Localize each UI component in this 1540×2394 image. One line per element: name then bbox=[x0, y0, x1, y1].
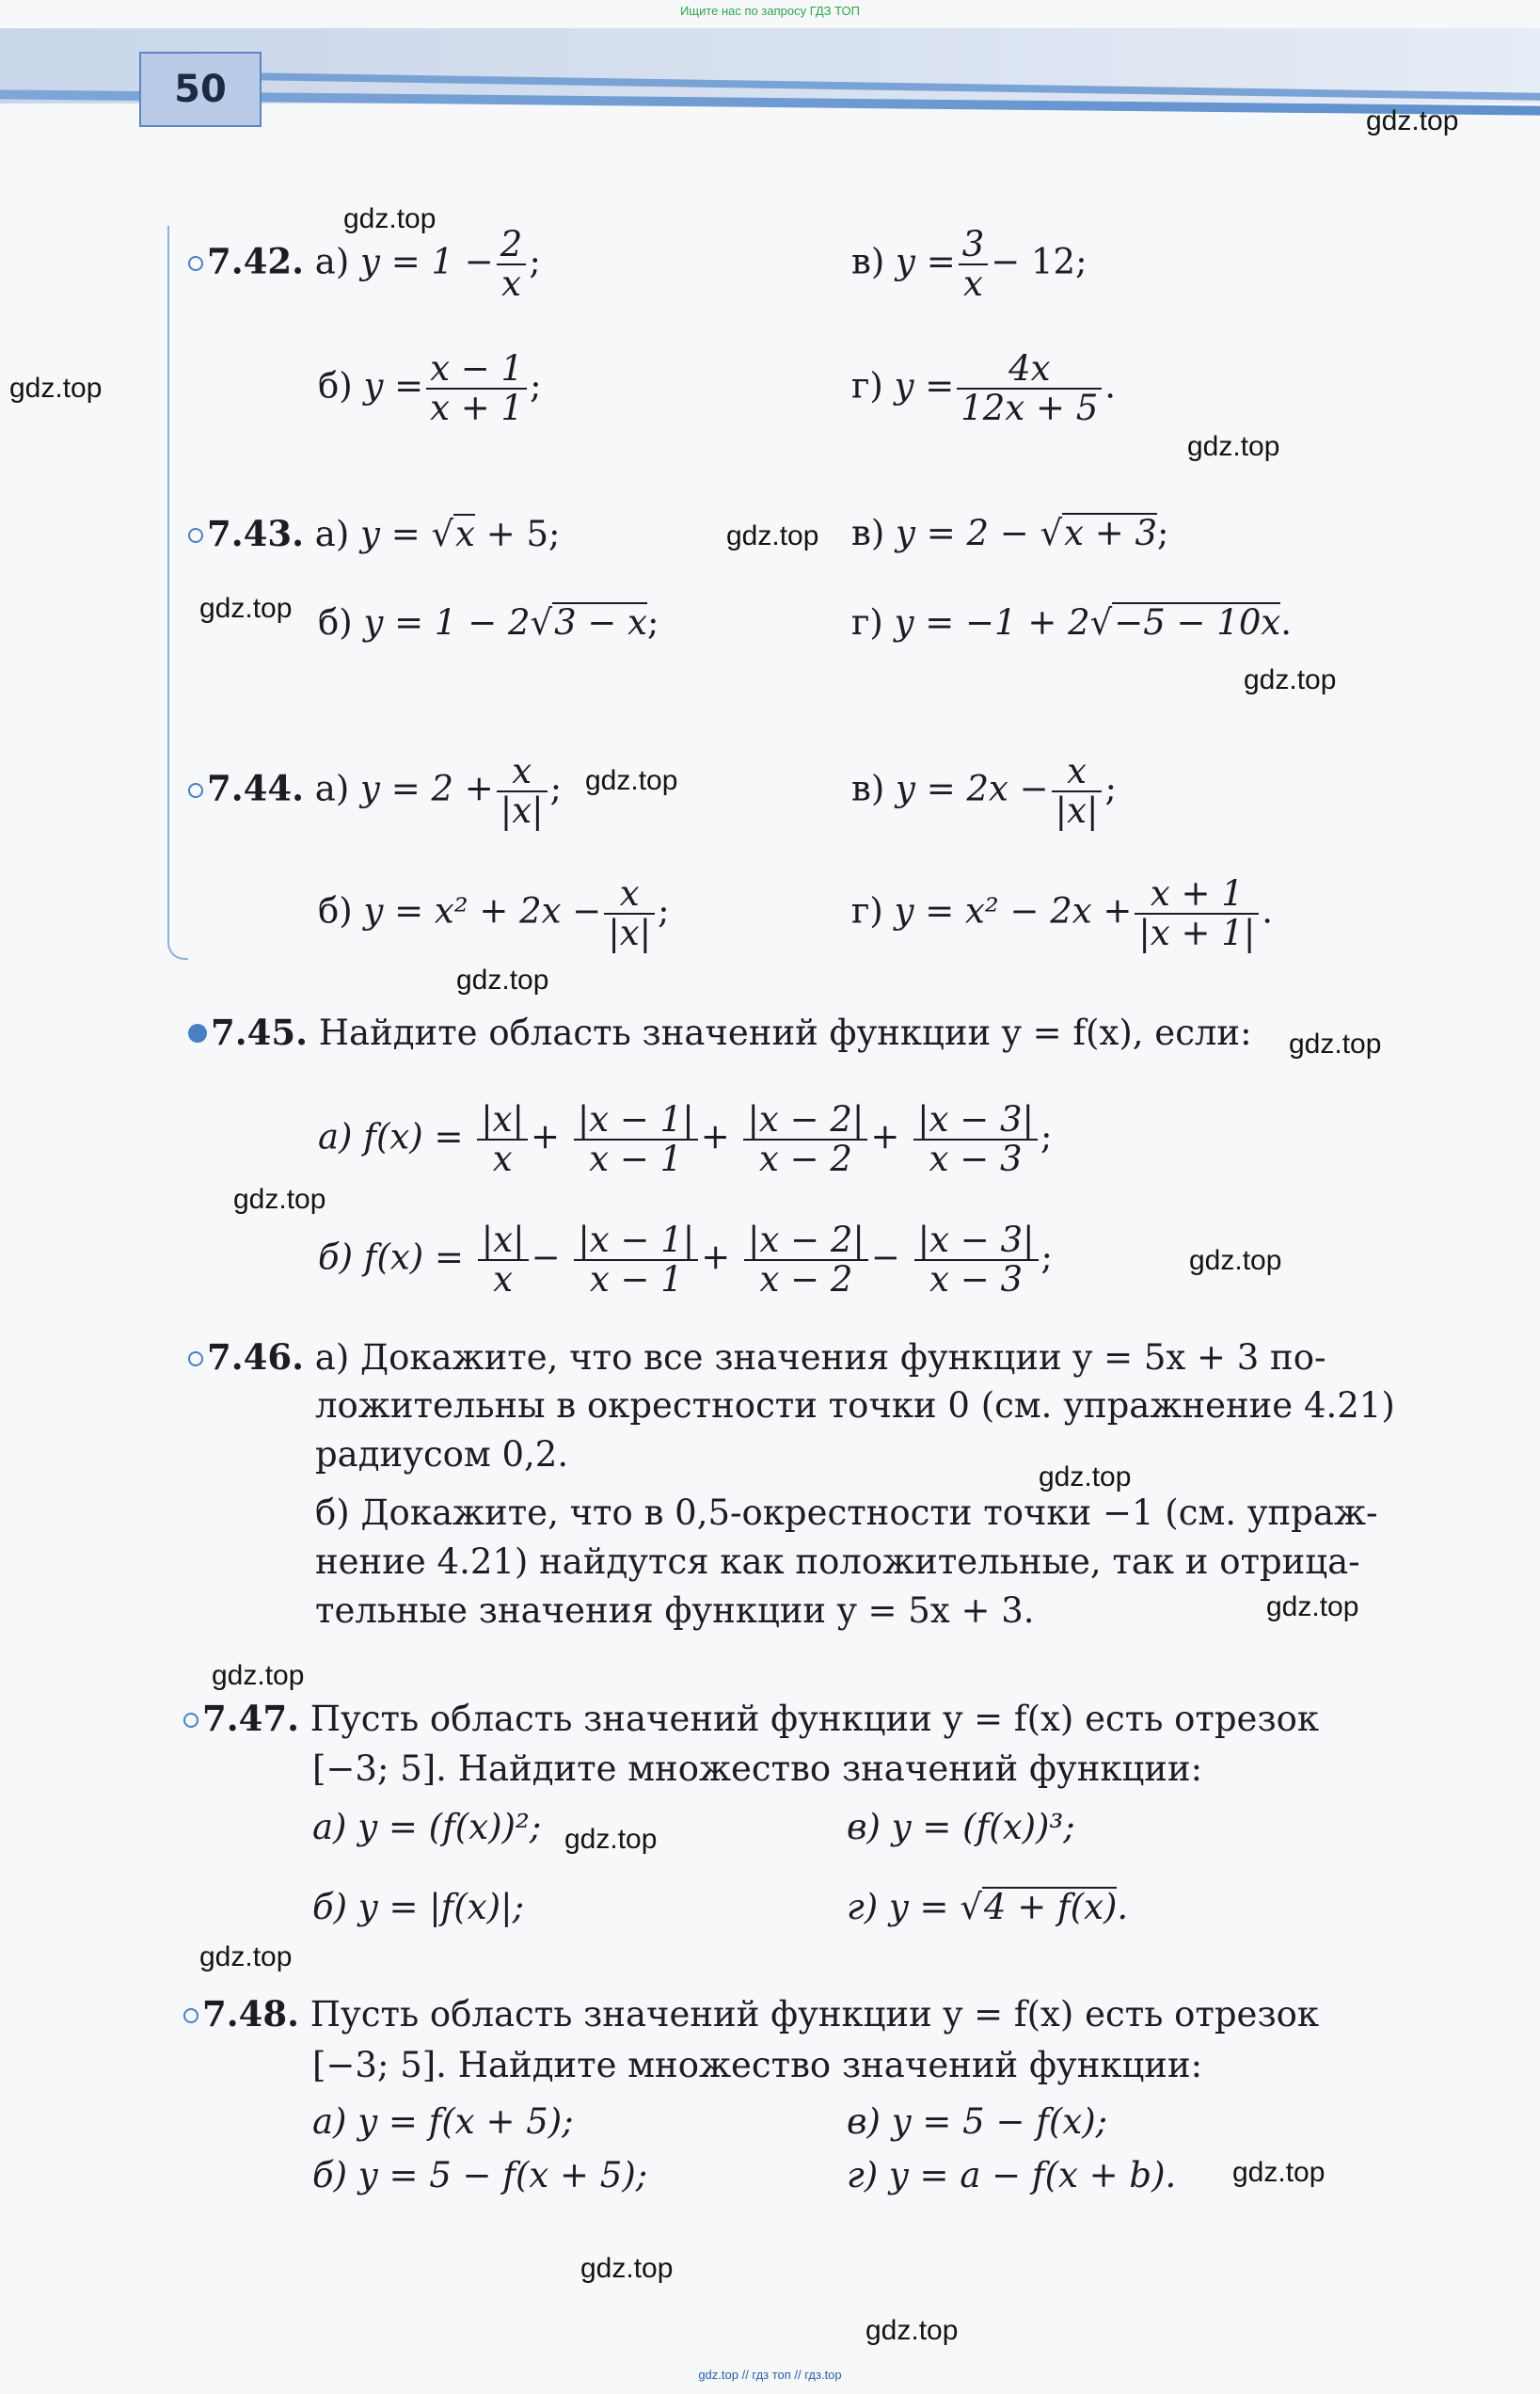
watermark: gdz.top bbox=[9, 373, 103, 404]
operator: ; bbox=[1040, 1237, 1053, 1278]
fraction bbox=[604, 875, 655, 952]
math-expr: y = bbox=[363, 365, 424, 407]
math-expr: + 5; bbox=[485, 514, 561, 554]
watermark: gdz.top bbox=[199, 1941, 293, 1972]
operator: − bbox=[870, 1237, 900, 1278]
exercise-7-48-head bbox=[183, 1993, 1319, 2035]
math-expr: ; bbox=[658, 890, 670, 932]
item-label: г) bbox=[851, 602, 883, 643]
radicand: x bbox=[455, 514, 475, 554]
item-label: б) bbox=[318, 602, 353, 643]
math-expr: y = bbox=[896, 241, 956, 282]
item-label: г) bbox=[851, 890, 883, 932]
fraction bbox=[1052, 753, 1103, 830]
exercise-text: Пусть область значений функции y = f(x) есть отрезок bbox=[310, 1994, 1320, 2035]
exercise-marker-icon bbox=[183, 1713, 198, 1728]
exercise-text: Найдите область значений функции y = f(x), если: bbox=[318, 1013, 1252, 1053]
watermark: gdz.top bbox=[1244, 664, 1337, 695]
math-expr: . bbox=[1262, 890, 1274, 932]
math-expr: ; bbox=[529, 241, 541, 282]
exercise-7-44-row1 bbox=[188, 753, 562, 830]
exercise-text: радиусом 0,2. bbox=[315, 1434, 569, 1475]
exercise-number: 7.44. bbox=[207, 767, 304, 809]
exercise-marker-icon bbox=[188, 783, 203, 798]
watermark: gdz.top bbox=[456, 965, 549, 996]
numerator: x bbox=[604, 875, 655, 915]
math-expr: y = 1 − bbox=[360, 241, 494, 282]
exercise-text: а) Докажите, что все значения функции y = 5x + 3 по- bbox=[314, 1337, 1326, 1378]
numerator: |x − 3| bbox=[914, 1221, 1039, 1261]
watermark: gdz.top bbox=[726, 520, 819, 551]
radicand: 4 + f(x) bbox=[983, 1887, 1118, 1927]
exercise-marker-icon bbox=[183, 2008, 198, 2023]
exercise-number: 7.48. bbox=[202, 1993, 299, 2035]
exercise-text: нение 4.21) найдутся как положительные, так и отрица- bbox=[315, 1541, 1360, 1582]
numerator: x bbox=[1052, 753, 1103, 792]
exercise-7-44-v bbox=[851, 753, 1117, 830]
watermark: gdz.top bbox=[1289, 1029, 1382, 1060]
item-label: г) bbox=[851, 365, 883, 407]
denominator: x − 1 bbox=[589, 1259, 683, 1300]
item-label: в) bbox=[851, 768, 885, 809]
exercise-number: 7.47. bbox=[202, 1698, 299, 1739]
top-note: Ищите нас по запросу ГДЗ ТОП bbox=[680, 4, 860, 18]
exercise-marker-icon bbox=[188, 1351, 203, 1366]
watermark: gdz.top bbox=[865, 2315, 959, 2346]
denominator: x bbox=[501, 263, 521, 304]
numerator: 2 bbox=[497, 226, 527, 265]
denominator: x bbox=[493, 1259, 514, 1300]
item-label: б) bbox=[318, 365, 353, 407]
item-label: г) y = bbox=[847, 1887, 949, 1927]
item-label: а) f(x) = bbox=[318, 1116, 464, 1157]
fraction bbox=[744, 1221, 868, 1299]
fraction bbox=[497, 753, 548, 830]
fraction bbox=[574, 1101, 698, 1178]
exercise-7-47-a: а) y = (f(x))²; bbox=[312, 1807, 542, 1847]
operator: + bbox=[700, 1116, 730, 1157]
exercise-7-48-v: в) y = 5 − f(x); bbox=[847, 2101, 1108, 2142]
watermark: gdz.top bbox=[585, 765, 678, 796]
denominator: x bbox=[963, 263, 983, 304]
watermark: gdz.top bbox=[1232, 2157, 1326, 2188]
exercise-text: [−3; 5]. Найдите множество значений функции: bbox=[312, 2045, 1203, 2085]
numerator: |x| bbox=[477, 1101, 528, 1141]
exercise-7-48-g: г) y = a − f(x + b). bbox=[847, 2155, 1177, 2195]
fraction bbox=[957, 350, 1102, 427]
math-expr: . bbox=[1104, 365, 1117, 407]
exercise-text: Пусть область значений функции y = f(x) есть отрезок bbox=[310, 1699, 1320, 1739]
exercise-7-47-v: в) y = (f(x))³; bbox=[847, 1807, 1075, 1847]
numerator: |x − 3| bbox=[913, 1101, 1038, 1141]
denominator: x − 3 bbox=[929, 1139, 1023, 1179]
section-bracket bbox=[167, 226, 188, 960]
exercise-7-47-g: г) y = √4 + f(x). bbox=[847, 1887, 1129, 1927]
exercise-7-47-b: б) y = |f(x)|; bbox=[312, 1887, 525, 1927]
exercise-7-47-head bbox=[183, 1698, 1319, 1740]
exercise-7-42-row1 bbox=[188, 226, 541, 303]
operator: − bbox=[531, 1237, 561, 1278]
math-expr: y = 2 + bbox=[360, 768, 494, 809]
fraction bbox=[1135, 875, 1259, 952]
operator: + bbox=[701, 1237, 731, 1278]
numerator: x − 1 bbox=[426, 350, 527, 390]
watermark: gdz.top bbox=[1189, 1245, 1282, 1276]
math-expr: y = x² − 2x + bbox=[894, 890, 1133, 932]
denominator: x − 2 bbox=[759, 1259, 853, 1300]
exercise-number: 7.42. bbox=[207, 240, 304, 282]
denominator: x − 1 bbox=[589, 1139, 683, 1179]
math-expr: y = −1 + 2 bbox=[894, 602, 1090, 643]
radicand: 3 − x bbox=[554, 602, 648, 643]
math-expr: y = 1 − 2 bbox=[363, 602, 531, 643]
math-expr: ; bbox=[1104, 768, 1117, 809]
exercise-7-45-a bbox=[318, 1101, 1052, 1178]
fraction bbox=[913, 1101, 1038, 1178]
operator: ; bbox=[1040, 1116, 1053, 1157]
denominator: |x| bbox=[608, 913, 652, 953]
fraction bbox=[478, 1221, 529, 1299]
exercise-7-44-g bbox=[851, 875, 1273, 952]
exercise-7-43-row1: 7.43. а) y = √x + 5; bbox=[188, 513, 560, 555]
exercise-7-45-b bbox=[318, 1221, 1053, 1299]
math-expr: . bbox=[1117, 1887, 1129, 1927]
exercise-7-44-b bbox=[318, 875, 670, 952]
denominator: x + 1 bbox=[430, 388, 524, 428]
exercise-7-45-title bbox=[188, 1012, 1252, 1054]
exercise-7-43-g: г) y = −1 + 2√−5 − 10x. bbox=[851, 602, 1292, 643]
fraction bbox=[477, 1101, 528, 1178]
item-label: в) bbox=[851, 241, 885, 282]
exercise-text: [−3; 5]. Найдите множество значений функции: bbox=[312, 1748, 1203, 1789]
fraction bbox=[914, 1221, 1039, 1299]
exercise-text: тельные значения функции y = 5x + 3. bbox=[315, 1590, 1035, 1631]
math-expr: y = bbox=[894, 365, 955, 407]
denominator: 12x + 5 bbox=[961, 388, 1099, 428]
exercise-7-42-v bbox=[851, 226, 1088, 303]
exercise-text: б) Докажите, что в 0,5-окрестности точки −1 (см. упраж- bbox=[315, 1492, 1378, 1533]
fraction bbox=[426, 350, 527, 427]
watermark: gdz.top bbox=[199, 593, 293, 624]
math-expr: y = 2x − bbox=[896, 768, 1049, 809]
radicand: −5 − 10x bbox=[1114, 602, 1281, 643]
exercise-7-46-head bbox=[188, 1336, 1326, 1379]
watermark: gdz.top bbox=[1266, 1591, 1359, 1622]
bottom-note: gdz.top // гдз топ // гдз.top bbox=[698, 2368, 842, 2382]
operator: + bbox=[870, 1116, 900, 1157]
denominator: |x + 1| bbox=[1138, 913, 1256, 953]
denominator: x − 2 bbox=[758, 1139, 852, 1179]
watermark: gdz.top bbox=[564, 1824, 658, 1855]
item-label: в) bbox=[851, 513, 885, 553]
exercise-7-43-v: в) y = 2 − √x + 3; bbox=[851, 513, 1169, 553]
math-expr: y = x² + 2x − bbox=[363, 890, 602, 932]
math-expr: ; bbox=[647, 602, 659, 643]
fraction bbox=[574, 1221, 698, 1299]
numerator: 4x bbox=[957, 350, 1102, 390]
numerator: |x| bbox=[478, 1221, 529, 1261]
exercise-number: 7.46. bbox=[207, 1336, 304, 1378]
item-label: б) f(x) = bbox=[318, 1237, 464, 1278]
numerator: |x − 1| bbox=[574, 1101, 698, 1141]
denominator: x bbox=[492, 1139, 513, 1179]
exercise-marker-filled-icon bbox=[188, 1024, 207, 1043]
denominator: |x| bbox=[500, 790, 544, 831]
denominator: x − 3 bbox=[929, 1259, 1024, 1300]
math-expr: ; bbox=[530, 365, 542, 407]
fraction bbox=[959, 226, 989, 303]
radicand: x + 3 bbox=[1064, 513, 1158, 553]
exercise-7-43-b: б) y = 1 − 2√3 − x; bbox=[318, 602, 659, 643]
exercise-number: 7.43. bbox=[207, 513, 304, 554]
watermark: gdz.top bbox=[233, 1184, 326, 1215]
item-label: а) bbox=[314, 241, 350, 282]
watermark: gdz.top bbox=[1366, 105, 1459, 136]
watermark: gdz.top bbox=[1187, 431, 1280, 462]
page-number: 50 bbox=[139, 52, 262, 127]
exercise-marker-icon bbox=[188, 256, 203, 271]
exercise-7-42-b bbox=[318, 350, 542, 427]
exercise-7-42-g bbox=[851, 350, 1116, 427]
numerator: |x − 1| bbox=[574, 1221, 698, 1261]
math-expr: y = 2 − bbox=[896, 513, 1029, 553]
exercise-text: ложительны в окрестности точки 0 (см. упражнение 4.21) bbox=[315, 1385, 1395, 1426]
fraction bbox=[743, 1101, 867, 1178]
item-label: а) bbox=[314, 514, 350, 554]
watermark: gdz.top bbox=[343, 203, 437, 234]
numerator: |x − 2| bbox=[744, 1221, 868, 1261]
item-label: б) bbox=[318, 890, 353, 932]
watermark: gdz.top bbox=[1039, 1461, 1132, 1492]
numerator: 3 bbox=[959, 226, 989, 265]
math-expr: − 12; bbox=[991, 241, 1088, 282]
watermark: gdz.top bbox=[212, 1660, 305, 1691]
numerator: |x − 2| bbox=[743, 1101, 867, 1141]
exercise-7-48-b: б) y = 5 − f(x + 5); bbox=[312, 2155, 648, 2195]
numerator: x bbox=[497, 753, 548, 792]
math-expr: y = bbox=[360, 514, 421, 554]
math-expr: ; bbox=[549, 768, 563, 809]
watermark: gdz.top bbox=[580, 2253, 674, 2284]
math-expr: ; bbox=[1157, 513, 1169, 553]
numerator: x + 1 bbox=[1135, 875, 1259, 915]
math-expr: . bbox=[1280, 602, 1292, 643]
exercise-7-48-a: а) y = f(x + 5); bbox=[312, 2101, 574, 2142]
fraction bbox=[497, 226, 527, 303]
exercise-marker-icon bbox=[188, 528, 203, 543]
exercise-number: 7.45. bbox=[211, 1012, 308, 1053]
denominator: |x| bbox=[1055, 790, 1099, 831]
item-label: а) bbox=[314, 768, 350, 809]
operator: + bbox=[531, 1116, 561, 1157]
